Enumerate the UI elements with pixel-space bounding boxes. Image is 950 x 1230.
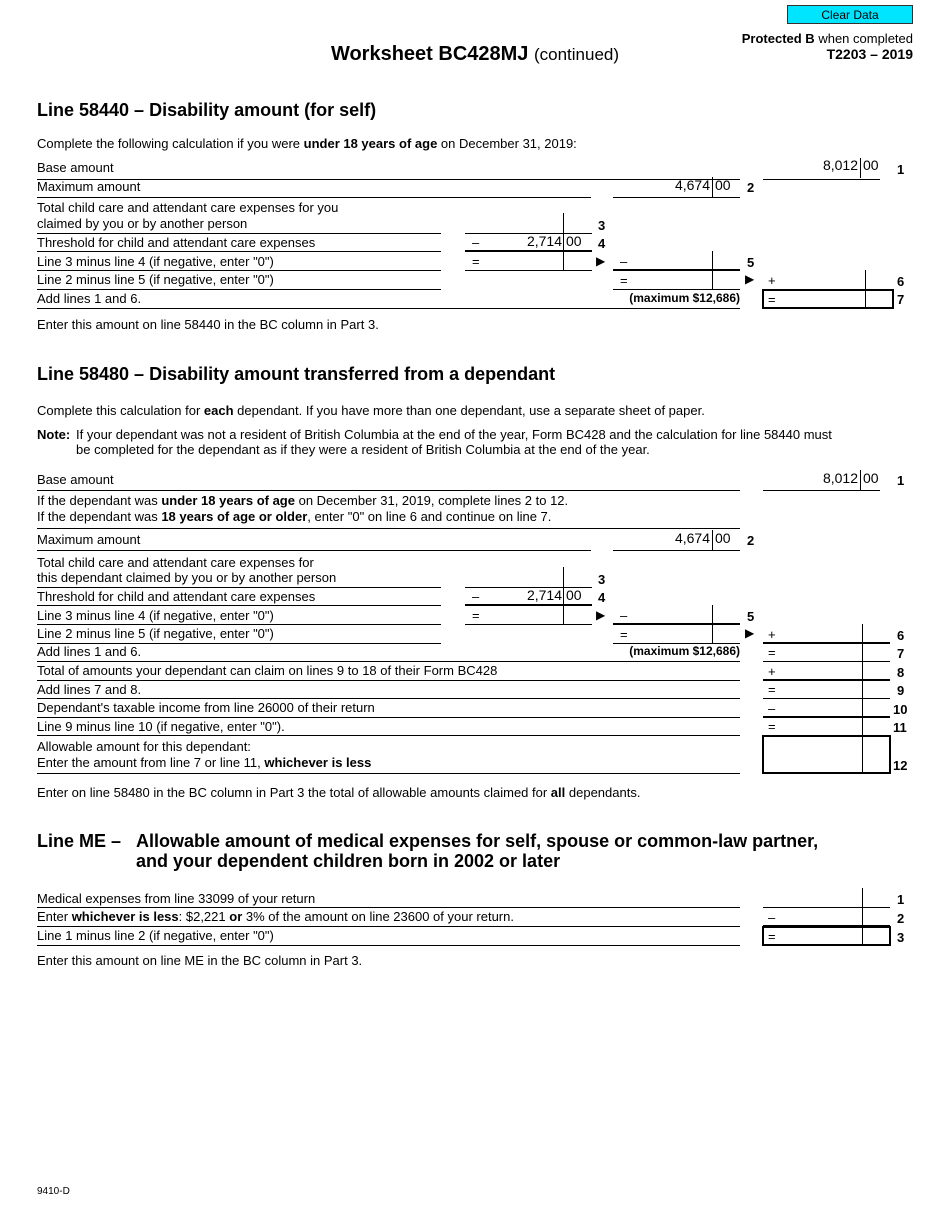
s1-base-label: Base amount (37, 160, 114, 175)
line-number: 6 (897, 628, 905, 643)
line-number: 11 (893, 720, 907, 735)
line-number: 10 (893, 702, 908, 717)
s1-intro (37, 136, 577, 151)
divider (763, 698, 890, 699)
divider (860, 158, 861, 178)
equals-sign: = (768, 929, 776, 944)
s2-childcare-label-2: this dependant claimed by you or by another person (37, 570, 337, 585)
divider (712, 251, 713, 270)
divider (37, 661, 740, 662)
divider (37, 624, 441, 625)
line-number: 7 (897, 646, 905, 661)
section-heading-me-prefix: Line ME – (37, 831, 122, 851)
s2-line11-label: Line 9 minus line 10 (if negative, enter "0"). (37, 719, 285, 734)
line-number: 2 (747, 533, 755, 548)
line-number: 4 (598, 590, 606, 605)
s1-max-label: Maximum amount (37, 179, 141, 194)
s2-childcare-label-1: Total child care and attendant care expenses for (37, 555, 314, 570)
note-text-1: If your dependant was not a resident of British Columbia at the end of the year, Form BC428 and the calculation for line 58440 must (76, 427, 832, 442)
t: dependants. (565, 785, 641, 800)
line-number: 5 (747, 255, 755, 270)
section-heading-58440: Line 58440 – Disability amount (for self) (37, 100, 377, 120)
t: : $2,221 (178, 909, 230, 924)
line-number: 3 (897, 930, 905, 945)
divider (865, 289, 866, 309)
divider (563, 213, 564, 233)
divider (465, 624, 592, 625)
s2-base-cents: 00 (863, 470, 879, 486)
line-number: 2 (747, 180, 755, 195)
divider (37, 945, 740, 946)
s2-threshold-dollars: 2,714 (526, 587, 562, 603)
arrow-right-icon: ▶ (596, 254, 606, 268)
form-id: T2203 – 2019 (826, 46, 913, 62)
s2-line7-label: Add lines 1 and 6. (37, 644, 142, 659)
line-number: 12 (893, 758, 908, 773)
minus-sign: – (620, 608, 628, 623)
protected-b: Protected B (741, 31, 815, 46)
divider (865, 270, 866, 290)
minus-sign: – (472, 235, 480, 250)
s2-intro-c: dependant. If you have more than one dependant, use a separate sheet of paper. (233, 403, 705, 418)
divider (37, 773, 740, 774)
line-number: 7 (897, 292, 905, 307)
equals-sign: = (768, 645, 776, 660)
s2-max-dollars: 4,674 (674, 530, 710, 546)
divider (763, 661, 890, 662)
s1-threshold-label: Threshold for child and attendant care expenses (37, 235, 316, 250)
s1-base-cents: 00 (863, 157, 879, 173)
s2-footer (37, 785, 640, 800)
divider (613, 197, 740, 198)
t: whichever is less (71, 909, 179, 924)
divider (37, 680, 740, 681)
divider (37, 289, 441, 290)
s2-max-label: Maximum amount (37, 532, 141, 547)
s2-line5-input[interactable] (632, 607, 710, 623)
plus-sign: + (768, 627, 776, 642)
section-heading-58480: Line 58480 – Disability amount transferred from a dependant (37, 364, 556, 384)
divider (37, 270, 441, 271)
s2-line7-input[interactable] (780, 644, 860, 660)
arrow-right-icon: ▶ (745, 272, 755, 286)
s2-line10-label: Dependant's taxable income from line 26000 of their return (37, 700, 375, 715)
s2-line6-input[interactable] (780, 626, 860, 642)
s2-line12-input[interactable] (768, 752, 858, 768)
s1-line3-input[interactable] (467, 216, 561, 232)
s2-line9-label: Add lines 7 and 8. (37, 682, 142, 697)
t: all (550, 785, 566, 800)
s2-line8-input[interactable] (780, 663, 860, 679)
divider (37, 251, 441, 252)
divider (563, 567, 564, 587)
me-line3-input[interactable] (780, 928, 860, 944)
me-footer: Enter this amount on line ME in the BC column in Part 3. (37, 953, 363, 968)
divider (712, 605, 713, 624)
divider (763, 907, 890, 908)
page-title (0, 43, 950, 66)
s1-footer: Enter this amount on line 58440 in the BC column in Part 3. (37, 317, 379, 332)
t: Enter the amount from line 7 or line 11, (37, 755, 265, 770)
s1-line5-input[interactable] (632, 253, 710, 269)
t: If the dependant was (37, 493, 162, 508)
equals-sign: = (472, 608, 480, 623)
divider (563, 587, 564, 605)
s1-max-dollars: 4,674 (674, 177, 710, 193)
equals-sign: = (620, 627, 628, 642)
divider (37, 717, 740, 718)
t: or (229, 909, 243, 924)
s2-intro-a: Complete this calculation for (37, 403, 204, 418)
s2-line11-input[interactable] (780, 718, 860, 734)
s1-max-cents: 00 (715, 177, 731, 193)
s2-if-18-or-older (37, 509, 551, 524)
t: , enter "0" on line 6 and continue on line 7. (307, 509, 552, 524)
divider (37, 735, 740, 736)
title-main: Worksheet BC428MJ (330, 43, 529, 65)
s2-base-label: Base amount (37, 472, 114, 487)
s1-maximum-note: (maximum $12,686) (629, 291, 740, 305)
line-number: 5 (747, 609, 755, 624)
minus-sign: – (620, 254, 628, 269)
s2-if-under-18 (37, 493, 568, 508)
line-number: 9 (897, 683, 905, 698)
s2-line9-input[interactable] (780, 681, 860, 697)
s2-line8-label: Total of amounts your dependant can claim on lines 9 to 18 of their Form BC428 (37, 663, 498, 678)
divider (613, 289, 740, 290)
equals-sign: = (768, 292, 776, 307)
s2-threshold-cents: 00 (566, 587, 582, 603)
t: 18 years of age or older (161, 509, 308, 524)
s1-line6-input[interactable] (780, 272, 862, 288)
line-number: 1 (897, 473, 905, 488)
s1-intro-c: on December 31, 2019: (437, 136, 577, 151)
note-text-2: be completed for the dependant as if they were a resident of British Columbia at the end of the year. (76, 442, 650, 457)
protected-label (742, 31, 913, 46)
s1-intro-b: under 18 years of age (303, 136, 438, 151)
s2-intro-b: each (203, 403, 234, 418)
line-number: 2 (897, 911, 905, 926)
title-suffix: (continued) (533, 45, 620, 64)
t: 3% of the amount on line 23600 of your return. (242, 909, 514, 924)
line-number: 8 (897, 665, 905, 680)
t: Enter (37, 909, 72, 924)
s2-line3-input[interactable] (467, 570, 561, 586)
s2-line10-input[interactable] (780, 700, 860, 716)
equals-sign: = (620, 273, 628, 288)
divider (563, 233, 564, 251)
me-line2-input[interactable] (780, 909, 860, 925)
s1-base-dollars: 8,012 (822, 157, 858, 173)
divider (37, 587, 441, 588)
form-code: 9410-D (37, 1186, 70, 1197)
divider (613, 623, 740, 625)
divider (37, 490, 740, 491)
line-number: 3 (598, 572, 606, 587)
s1-threshold-dollars: 2,714 (526, 233, 562, 249)
me-line3-label: Line 1 minus line 2 (if negative, enter "0") (37, 928, 274, 943)
arrow-right-icon: ▶ (596, 608, 606, 622)
s1-line4-result-input[interactable] (484, 253, 561, 269)
s2-maximum-note: (maximum $12,686) (629, 644, 740, 658)
divider (763, 179, 880, 180)
minus-sign: – (768, 701, 776, 716)
s1-line7-input[interactable] (780, 291, 862, 307)
section-heading-me-2: and your dependent children born in 2002 or later (136, 851, 561, 871)
s1-line5-result-input[interactable] (632, 272, 710, 288)
t: on December 31, 2019, complete lines 2 to 12. (294, 493, 569, 508)
s1-line6-label: Line 2 minus line 5 (if negative, enter "0") (37, 272, 274, 287)
plus-sign: + (768, 664, 776, 679)
divider (563, 606, 564, 624)
divider (37, 698, 740, 699)
me-line1-input[interactable] (768, 890, 858, 906)
divider (613, 550, 740, 551)
me-line2-label (37, 909, 514, 924)
divider (465, 250, 592, 252)
t: under 18 years of age (161, 493, 295, 508)
divider (862, 735, 863, 774)
divider (763, 490, 880, 491)
divider (37, 233, 441, 234)
divider (465, 604, 592, 606)
line-number: 6 (897, 274, 905, 289)
divider (37, 605, 441, 606)
me-line1-label: Medical expenses from line 33099 of your return (37, 891, 316, 906)
section-heading-me-1: Allowable amount of medical expenses for self, spouse or common-law partner, (136, 831, 819, 851)
divider (563, 252, 564, 270)
s1-line7-label: Add lines 1 and 6. (37, 291, 142, 306)
s2-line4-result-input[interactable] (484, 607, 561, 623)
s1-threshold-cents: 00 (566, 233, 582, 249)
minus-sign: – (472, 589, 480, 604)
divider (37, 308, 740, 309)
divider (613, 269, 740, 271)
line-number: 1 (897, 162, 905, 177)
s2-line6-label: Line 2 minus line 5 (if negative, enter "0") (37, 626, 274, 641)
divider (37, 197, 591, 198)
t: If the dependant was (37, 509, 162, 524)
s2-line12-label-2 (37, 755, 371, 770)
equals-sign: = (472, 254, 480, 269)
line-number: 4 (598, 236, 606, 251)
s2-threshold-label: Threshold for child and attendant care expenses (37, 589, 316, 604)
divider (860, 470, 861, 490)
s2-line12-label-1: Allowable amount for this dependant: (37, 739, 251, 754)
s2-max-cents: 00 (715, 530, 731, 546)
s2-line5-result-input[interactable] (632, 626, 710, 642)
t: whichever is less (264, 755, 372, 770)
minus-sign: – (768, 910, 776, 925)
s1-childcare-label-2: claimed by you or by another person (37, 216, 248, 231)
divider (712, 624, 713, 643)
s2-line5-label: Line 3 minus line 4 (if negative, enter "0") (37, 608, 274, 623)
arrow-right-icon: ▶ (745, 626, 755, 640)
s2-base-dollars: 8,012 (822, 470, 858, 486)
protected-suffix: when completed (818, 31, 913, 46)
equals-sign: = (768, 719, 776, 734)
s1-childcare-label-1: Total child care and attendant care expenses for you (37, 200, 339, 215)
divider (712, 177, 713, 197)
clear-data-button[interactable]: Clear Data (787, 5, 913, 24)
divider (712, 270, 713, 289)
line-number: 1 (897, 892, 905, 907)
note-label: Note: (37, 427, 71, 442)
divider (37, 528, 740, 529)
plus-sign: + (768, 273, 776, 288)
divider (37, 550, 591, 551)
line-number: 3 (598, 218, 606, 233)
s2-intro (37, 403, 705, 418)
divider (465, 270, 592, 271)
divider (712, 530, 713, 550)
t: Enter on line 58480 in the BC column in Part 3 the total of allowable amounts claimed for (37, 785, 551, 800)
equals-sign: = (768, 682, 776, 697)
s1-line5-label: Line 3 minus line 4 (if negative, enter "0") (37, 254, 274, 269)
divider (37, 907, 740, 908)
divider (37, 179, 740, 180)
s1-intro-a: Complete the following calculation if you were (37, 136, 304, 151)
divider (37, 926, 740, 927)
